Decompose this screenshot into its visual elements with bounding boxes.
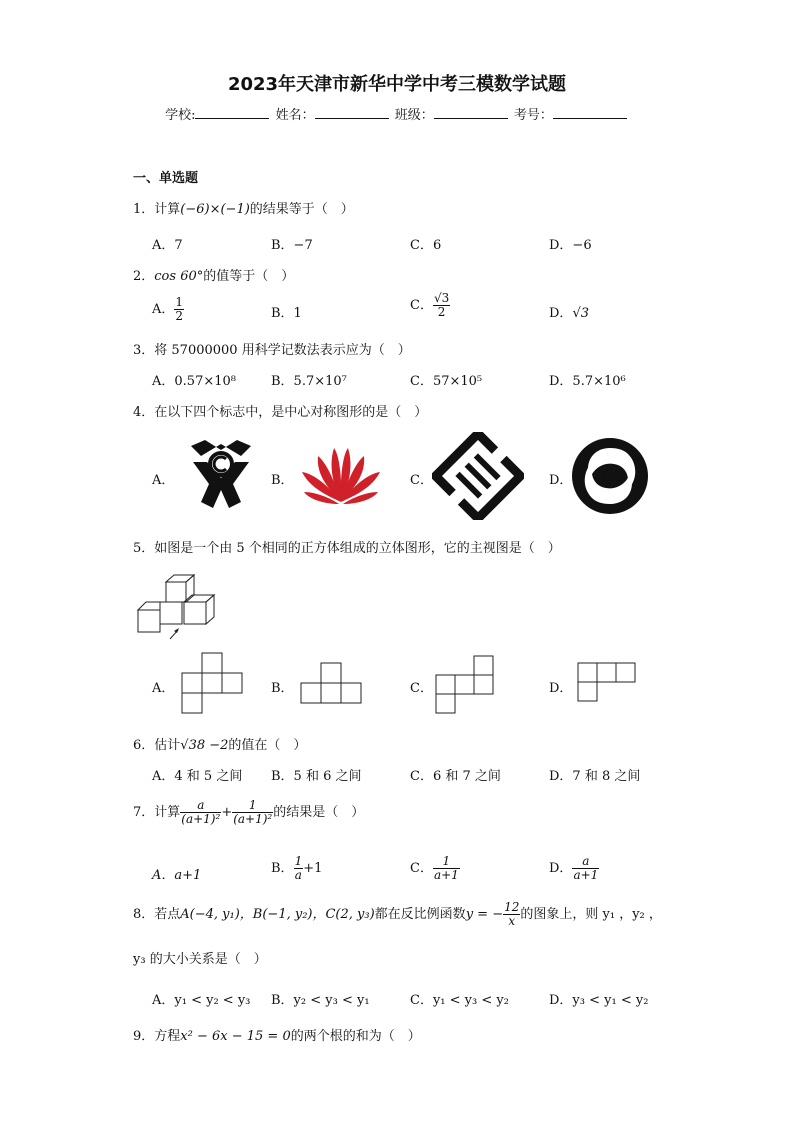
q8-option-b[interactable]: B．y₂ < y₃ < y₁ [271, 993, 370, 1008]
q2-prefix: 2． [133, 269, 155, 284]
q6-option-a[interactable]: A．4 和 5 之间 [152, 769, 243, 784]
q1-option-d[interactable]: D．−6 [549, 238, 592, 253]
option-label: D． [549, 306, 573, 321]
number-label: 考号： [513, 108, 553, 123]
q8-suffix: 的图象上，则 y₁ ，y₂ ， [520, 907, 662, 922]
q9-prefix: 9．方程 [133, 1029, 181, 1044]
denominator: (a+1)² [181, 812, 221, 826]
denominator: 2 [175, 309, 184, 323]
q1-option-a[interactable]: A．7 [152, 238, 183, 253]
fraction [294, 855, 304, 882]
fraction [180, 799, 221, 826]
q1-option-c[interactable]: C．6 [410, 238, 442, 253]
sqrt-value: √3 [572, 306, 589, 321]
bank-of-construction-logo-icon [432, 432, 524, 520]
q8-option-a[interactable]: A．y₁ < y₂ < y₃ [152, 993, 251, 1008]
fraction [174, 296, 184, 323]
name-label: 姓名： [275, 108, 315, 123]
cube-solid-figure [132, 572, 224, 640]
q6-expression: √38 −2 [180, 738, 229, 753]
numerator: 1 [294, 854, 303, 868]
question-3-stem: 3．将 57000000 用科学记数法表示应为（ ） [133, 343, 411, 358]
q8-function-prefix: y = − [465, 907, 504, 922]
class-blank[interactable] [434, 106, 508, 119]
fraction [572, 855, 599, 882]
q7-option-c[interactable] [410, 855, 460, 882]
question-6-stem [133, 734, 306, 753]
numerator: a [180, 799, 221, 813]
fraction [433, 292, 450, 319]
spiral-logo-icon [570, 436, 650, 516]
q8-points: A(−4, y₁)，B(−1, y₂)，C(2, y₃) [180, 907, 375, 922]
q9-suffix: 的两个根的和为（ ） [290, 1029, 421, 1044]
bank-logo-icon [185, 440, 257, 508]
q4-option-d[interactable]: D． [549, 473, 573, 488]
q5-option-b[interactable]: B． [271, 681, 294, 696]
q3-option-d[interactable]: D．5.7×10⁶ [549, 374, 626, 389]
page-title: 2023年天津市新华中学中考三模数学试题 [227, 74, 567, 95]
q7-option-a[interactable]: A．a+1 [152, 868, 202, 883]
question-7-stem [133, 799, 364, 826]
q5-d-front-view [576, 662, 638, 704]
q5-option-d[interactable]: D． [549, 681, 573, 696]
plus-sign: + [221, 805, 233, 820]
option-label: A． [152, 302, 175, 317]
name-blank[interactable] [315, 106, 389, 119]
q3-option-a[interactable]: A．0.57×10⁸ [152, 374, 236, 389]
q3-option-c[interactable]: C．57×10⁵ [410, 374, 483, 389]
q3-option-b[interactable]: B．5.7×10⁷ [271, 374, 347, 389]
q6-prefix: 6．估计 [133, 738, 181, 753]
q2-option-d[interactable] [549, 302, 589, 321]
q9-expression: x² − 6x − 15 = 0 [180, 1029, 291, 1044]
q4-option-b[interactable]: B． [271, 473, 294, 488]
question-2-stem [133, 265, 294, 284]
fraction [433, 855, 460, 882]
denominator: a+1 [573, 868, 599, 882]
q5-option-a[interactable]: A． [152, 681, 175, 696]
q5-option-c[interactable]: C． [410, 681, 433, 696]
numerator: 1 [232, 799, 273, 813]
q7-option-b[interactable] [271, 855, 322, 882]
question-8-line-2: y₃ 的大小关系是（ ） [133, 952, 267, 967]
question-4-stem: 4．在以下四个标志中，是中心对称图形的是（ ） [133, 405, 428, 420]
q2-suffix: 的值等于（ ） [203, 269, 295, 284]
q5-b-front-view [299, 662, 363, 704]
q1-expression: (−6)×(−1) [180, 202, 250, 217]
q7-suffix: 的结果是（ ） [273, 805, 365, 820]
question-1-stem [133, 198, 354, 217]
q4-option-c[interactable]: C． [410, 473, 433, 488]
denominator: a+1 [433, 868, 459, 882]
q2-option-c[interactable] [410, 292, 450, 319]
q6-option-c[interactable]: C．6 和 7 之间 [410, 769, 501, 784]
fraction [232, 799, 273, 826]
option-label: C． [410, 298, 433, 313]
denominator: a [294, 868, 302, 882]
numerator: √3 [433, 291, 450, 305]
question-9-stem [133, 1025, 421, 1044]
q4-option-a[interactable]: A． [152, 473, 175, 488]
denominator: x [508, 914, 516, 928]
school-blank[interactable] [195, 106, 269, 119]
numerator: 1 [433, 855, 460, 869]
q8-option-c[interactable]: C．y₁ < y₃ < y₂ [410, 993, 509, 1008]
q2-expression: cos 60° [154, 269, 204, 284]
q7-prefix: 7．计算 [133, 805, 181, 820]
student-info-line [0, 104, 794, 123]
q1-suffix: 的结果等于（ ） [249, 202, 354, 217]
numerator: 1 [175, 295, 184, 309]
denominator: (a+1)² [233, 812, 273, 826]
flower-logo-icon [298, 442, 384, 506]
q7-option-d[interactable] [549, 855, 599, 882]
numerator: 12 [504, 900, 520, 914]
number-blank[interactable] [553, 106, 627, 119]
school-label: 学校: [165, 108, 196, 123]
question-5-stem: 5．如图是一个由 5 个相同的正方体组成的立体图形，它的主视图是（ ） [133, 541, 561, 556]
q6-option-d[interactable]: D．7 和 8 之间 [549, 769, 641, 784]
option-label: D． [549, 861, 573, 876]
question-8-stem [133, 901, 662, 928]
q8-middle: 都在反比例函数 [374, 907, 466, 922]
q2-option-b[interactable]: B．1 [271, 306, 302, 321]
plus-one: +1 [303, 861, 323, 876]
q1-prefix: 1．计算 [133, 202, 181, 217]
q6-option-b[interactable]: B．5 和 6 之间 [271, 769, 362, 784]
section-heading: 一、单选题 [133, 171, 199, 186]
q1-option-b[interactable]: B．−7 [271, 238, 313, 253]
q6-suffix: 的值在（ ） [228, 738, 307, 753]
numerator: a [572, 855, 599, 869]
q2-option-a[interactable] [152, 296, 184, 323]
q8-prefix: 8．若点 [133, 907, 181, 922]
fraction [503, 901, 520, 928]
option-label: C． [410, 861, 433, 876]
class-label: 班级： [394, 108, 434, 123]
q5-a-front-view [180, 652, 244, 714]
option-label: B． [271, 861, 294, 876]
q5-c-front-view [434, 655, 496, 715]
denominator: 2 [437, 305, 446, 319]
q8-option-d[interactable]: D．y₃ < y₁ < y₂ [549, 993, 649, 1008]
